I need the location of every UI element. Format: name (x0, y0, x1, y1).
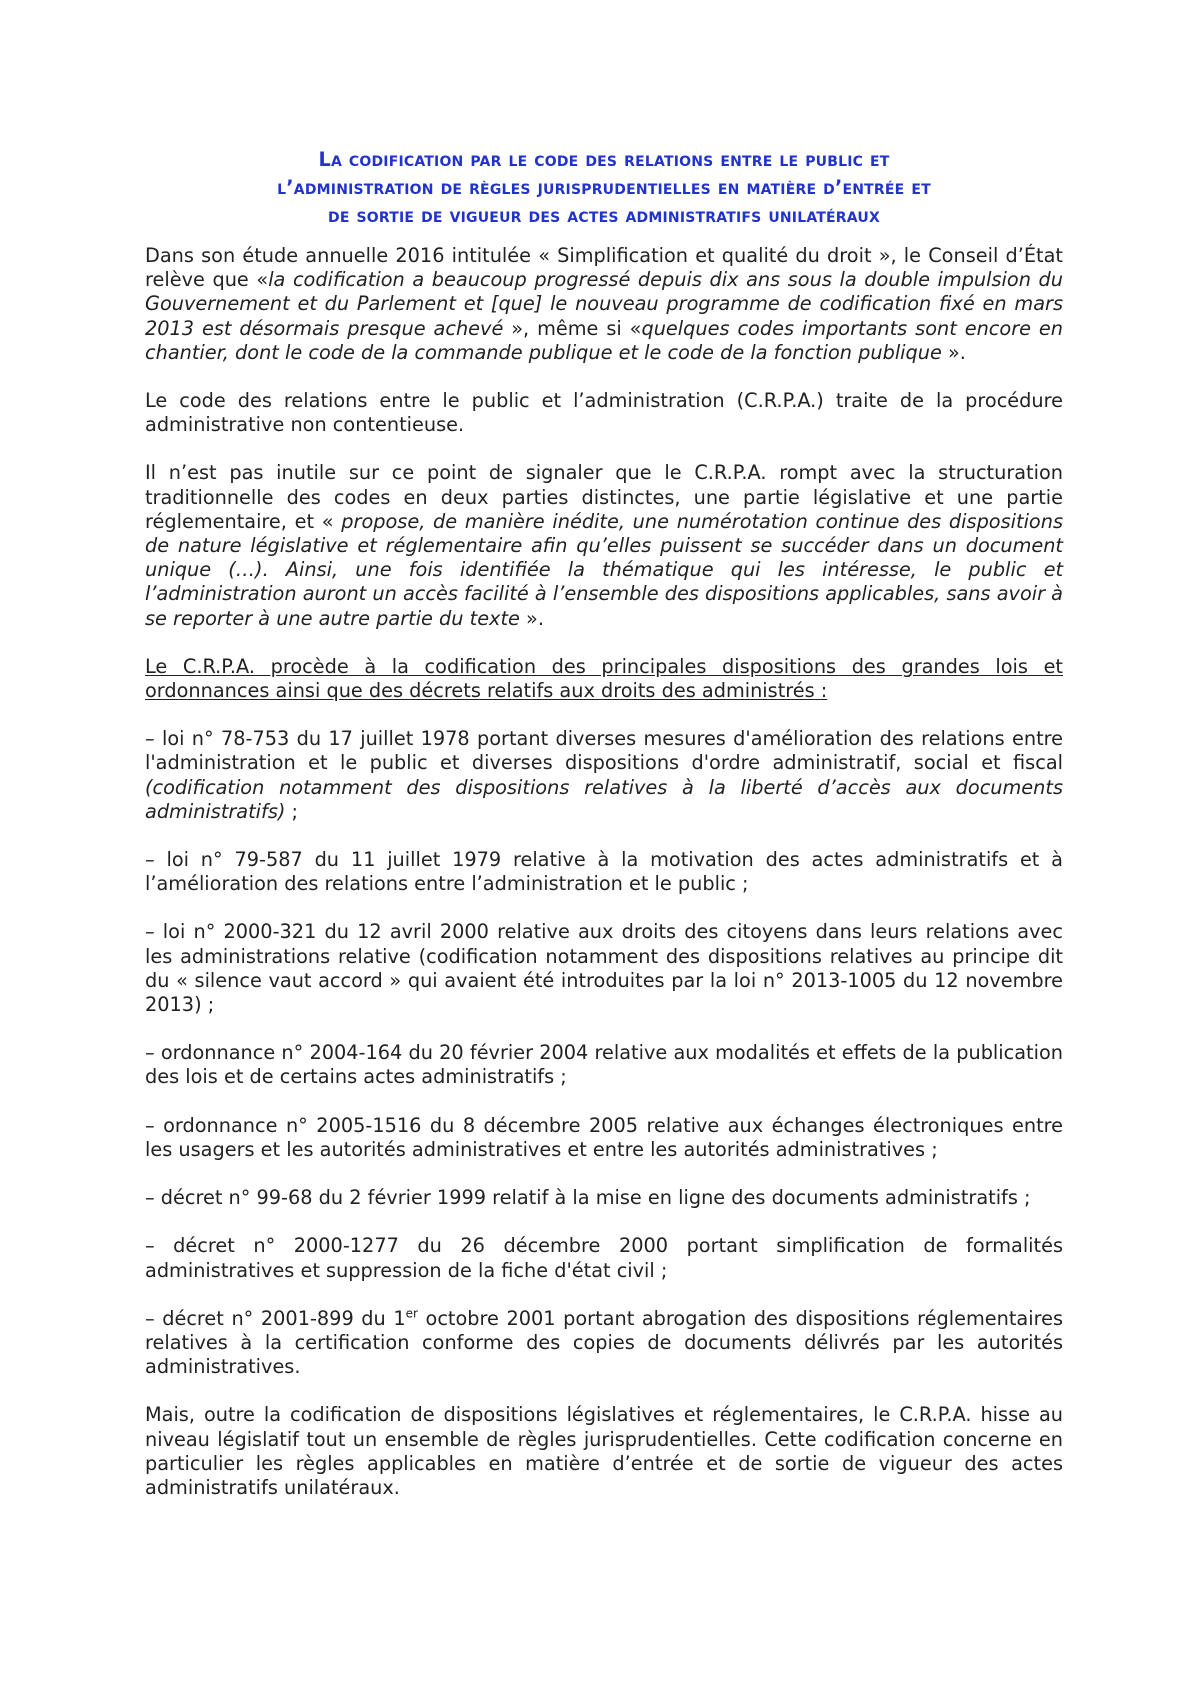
p3-text-a: Il n’est pas inutile sur ce point de signaler que le C.R.P.A. rompt avec la structuration traditionnelle des codes en deux parties distinctes, une partie législative et une partie réglementaire, et « (145, 461, 1063, 533)
p3-text-c: ». (519, 606, 544, 630)
list-item-ordonnance-2005: – ordonnance n° 2005-1516 du 8 décembre 2005 relative aux échanges électroniques entre les usagers et les autorités administratives et entre les autorités administratives ; (145, 1113, 1063, 1161)
p1-text-a: Dans son étude annuelle 2016 intitulée « Simplification et qualité du droit », le Conseil d’État relève que « (145, 244, 1063, 292)
paragraph-crpa-structure (145, 461, 1063, 630)
item1-text-c: ; (285, 799, 299, 823)
title-line-2: l’administration de règles jurisprudentielles en matière d’entrée et (277, 176, 931, 199)
list-item-loi-2000: – loi n° 2000-321 du 12 avril 2000 relative aux droits des citoyens dans leurs relations avec les administrations relative (codification notamment des dispositions relatives au principe dit du « silence vaut accord » qui avaient été introduites par la loi n° 2013-1005 du 12 novembre 2013) ; (145, 920, 1063, 1017)
item1-note: (codification notamment des dispositions relatives à la liberté d’accès aux documents administratifs) (145, 775, 1063, 823)
list-item-loi-1978 (145, 727, 1063, 824)
item8-text-b: octobre 2001 portant abrogation des dispositions réglementaires relatives à la certification conforme des copies de documents délivrés par les autorités administratives. (145, 1306, 1063, 1379)
document-body (145, 146, 1063, 1524)
p1-text-c: », même si « (503, 316, 642, 340)
item1-text-a: – loi n° 78-753 du 17 juillet 1978 portant diverses mesures d'amélioration des relations entre l'administration et le public et diverses dispositions d'ordre administratif, social et fiscal (145, 727, 1063, 775)
item8-text-a: – décret n° 2001-899 du 1 (145, 1306, 406, 1330)
list-item-decret-1999: – décret n° 99-68 du 2 février 1999 relatif à la mise en ligne des documents administratifs ; (145, 1186, 1031, 1210)
p3-quote: propose, de manière inédite, une numérotation continue des dispositions de nature législative et réglementaire afin qu’elles puissent se succéder dans un document unique (…). Ainsi, une fois identifiée la thématique qui les intéresse, le public et l’administration auront un accès facilité à l’ensemble des dispositions applicables, sans avoir à se reporter à une autre partie du texte (145, 509, 1063, 630)
paragraph-conseil-etat (145, 244, 1063, 365)
list-intro: Le C.R.P.A. procède à la codification des principales dispositions des grandes lois et ordonnances ainsi que des décrets relatifs aux droits des administrés : (145, 654, 1063, 703)
p1-text-e: ». (941, 340, 966, 364)
title-line-1: La codification par le code des relations entre le public et (318, 148, 890, 171)
list-item-ordonnance-2004: – ordonnance n° 2004-164 du 20 février 2004 relative aux modalités et effets de la publication des lois et de certains actes administratifs ; (145, 1041, 1063, 1089)
p1-quote-2: quelques codes importants sont encore en chantier, dont le code de la commande publique et le code de la fonction publique (145, 316, 1064, 364)
document-title (145, 146, 1063, 230)
title-line-3: de sortie de vigueur des actes administratifs unilatéraux (328, 204, 880, 227)
paragraph-crpa-definition: Le code des relations entre le public et l’administration (C.R.P.A.) traite de la procédure administrative non contentieuse. (145, 389, 1063, 437)
paragraph-closing: Mais, outre la codification de dispositions législatives et réglementaires, le C.R.P.A. hisse au niveau législatif tout un ensemble de règles jurisprudentielles. Cette codification concerne en particulier les règles applicables en matière d’entrée et de sortie de vigueur des actes administratifs unilatéraux. (145, 1403, 1063, 1499)
item8-superscript: er (405, 1306, 418, 1321)
list-item-decret-2000: – décret n° 2000-1277 du 26 décembre 2000 portant simplification de formalités administratives et suppression de la fiche d'état civil ; (145, 1234, 1063, 1282)
list-item-loi-1979: – loi n° 79-587 du 11 juillet 1979 relative à la motivation des actes administratifs et à l’amélioration des relations entre l’administration et le public ; (145, 848, 1063, 896)
p1-quote-1: la codification a beaucoup progressé depuis dix ans sous la double impulsion du Gouvernement et du Parlement et [que] le nouveau programme de codification fixé en mars 2013 est désormais presque achevé (145, 268, 1063, 340)
list-item-decret-2001 (145, 1307, 1063, 1380)
